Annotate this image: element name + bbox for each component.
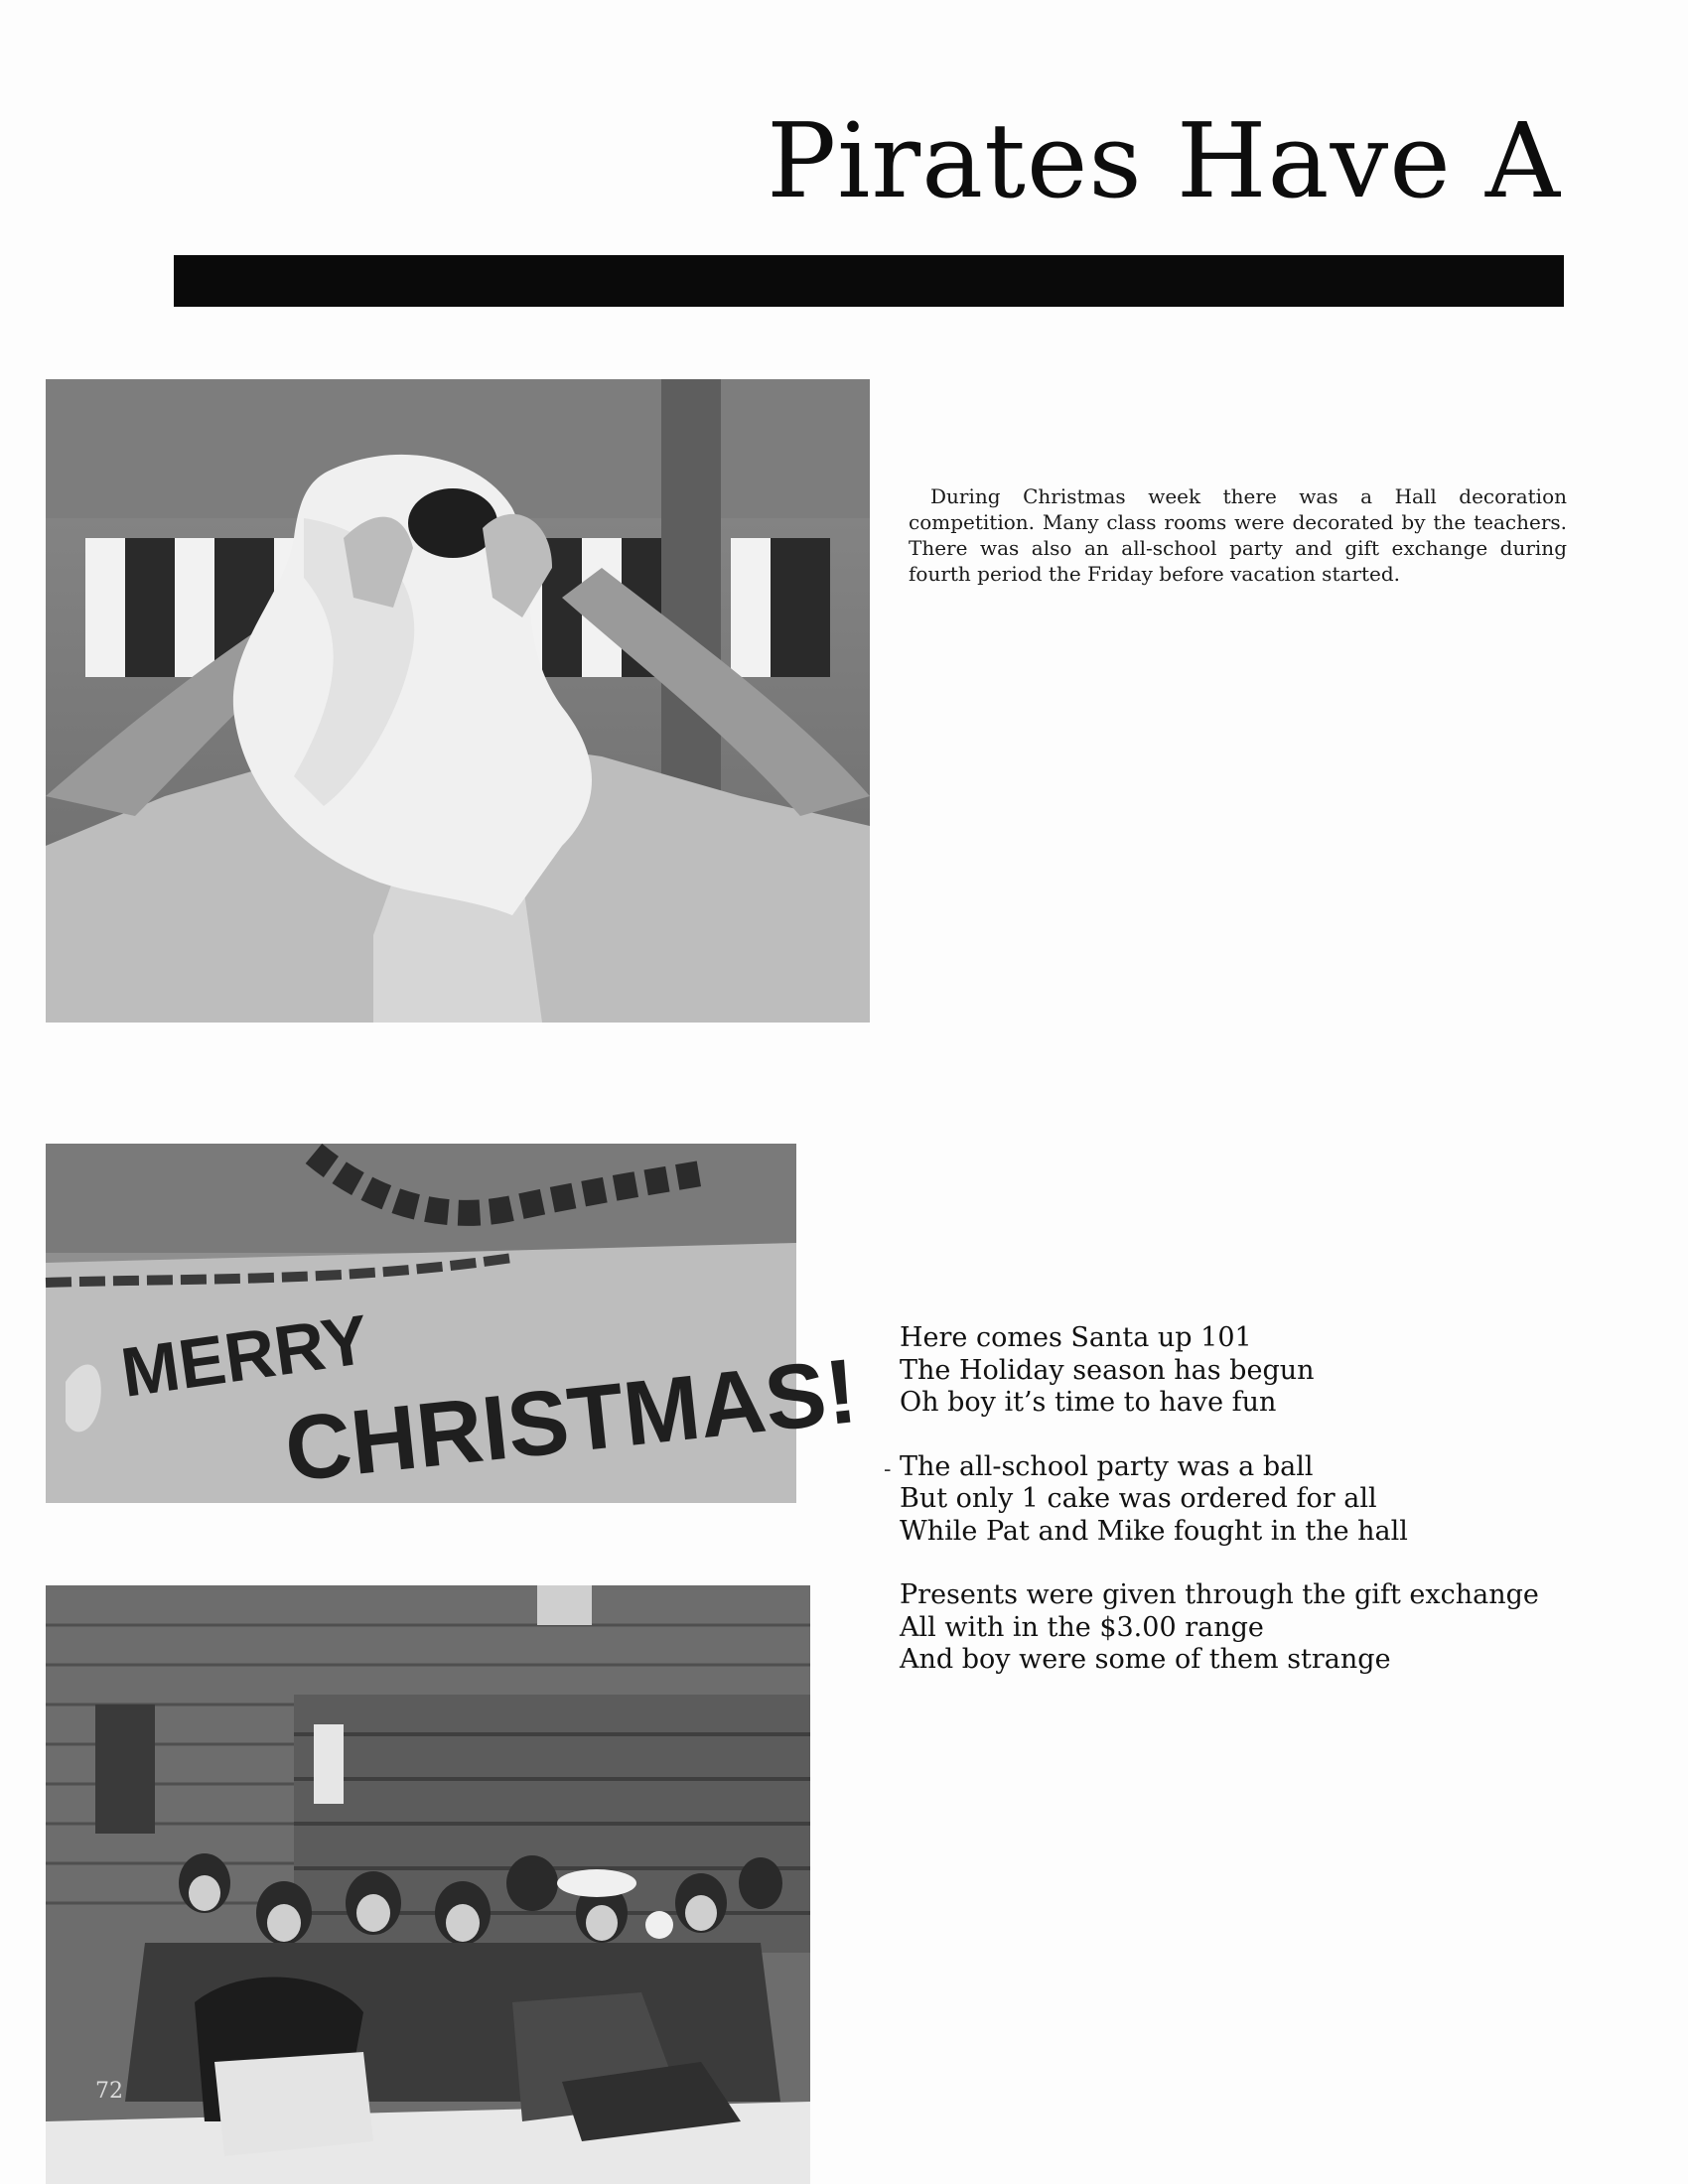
banner-text-merry: MERRY <box>116 1299 373 1412</box>
poem <box>900 1322 1615 1708</box>
photo-students-in-gym <box>46 1585 810 2184</box>
photo-person-with-cloth-art <box>46 379 870 1023</box>
page-number: 72 <box>95 2079 123 2104</box>
poem-line: While Pat and Mike fought in the hall <box>900 1515 1408 1547</box>
intro-paragraph: During Christmas week there was a Hall decoration competition. Many class rooms were decorated by the teachers. There was also an all-school party and gift exchange during fourth period the Friday before vacation started. <box>909 484 1567 586</box>
poem-line: Oh boy it’s time to have fun <box>900 1387 1277 1418</box>
poem-line: But only 1 cake was ordered for all <box>900 1483 1377 1514</box>
page-title: Pirates Have A <box>767 100 1561 221</box>
poem-stanza <box>900 1579 1615 1677</box>
banner-text-christmas: CHRISTMAS! <box>280 1340 862 1501</box>
poem-line: And boy were some of them strange <box>900 1644 1391 1675</box>
photo-person-with-cloth <box>46 379 870 1023</box>
poem-line: Here comes Santa up 101 <box>900 1322 1252 1353</box>
poem-line: Presents were given through the gift exchange <box>900 1579 1539 1610</box>
poem-line: The all-school party was a ball <box>900 1450 1314 1482</box>
poem-line: The Holiday season has begun <box>900 1354 1315 1386</box>
poem-stanza <box>900 1451 1615 1549</box>
title-rule <box>174 255 1564 307</box>
stray-mark: - <box>884 1457 892 1482</box>
photo-merry-christmas-banner <box>46 1144 862 1503</box>
poem-line: All with in the $3.00 range <box>900 1611 1264 1643</box>
poem-stanza <box>900 1322 1615 1420</box>
photo-merry-christmas-banner-art <box>46 1144 862 1503</box>
photo-students-in-gym-art <box>46 1585 810 2184</box>
